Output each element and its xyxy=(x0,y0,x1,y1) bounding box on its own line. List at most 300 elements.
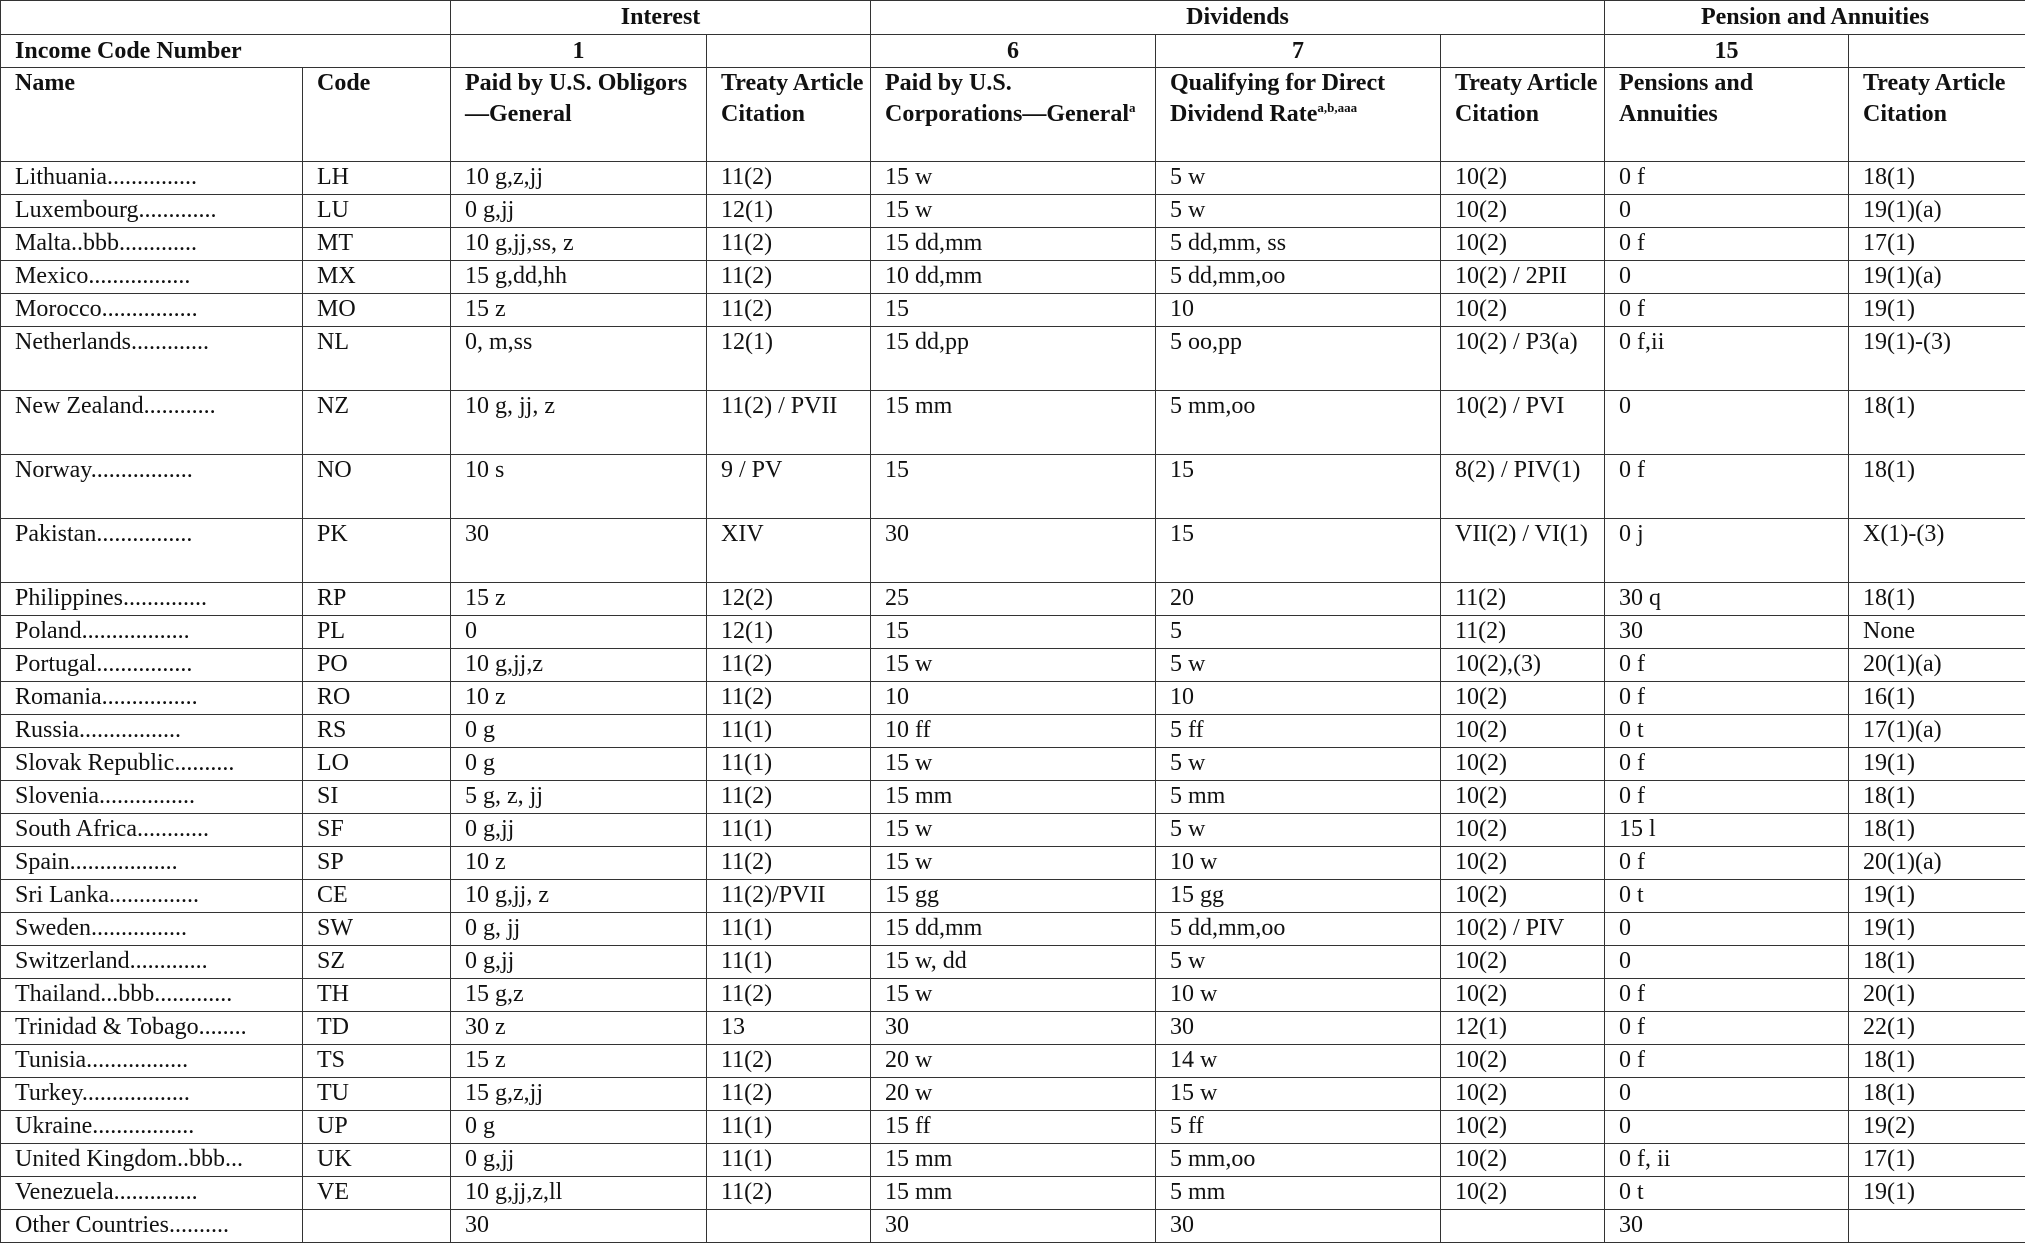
interest-article-cell: 11(2) xyxy=(707,1078,871,1111)
interest-rate-cell: 15 g,z,jj xyxy=(451,1078,707,1111)
pension-rate-cell: 0 xyxy=(1605,946,1849,979)
country-name-cell: Morocco................ xyxy=(1,294,303,327)
interest-article-cell: 11(2) xyxy=(707,847,871,880)
pension-article-cell: 16(1) xyxy=(1849,682,2025,715)
interest-article-cell: XIV xyxy=(707,519,871,583)
dividend-general-cell: 30 xyxy=(871,519,1156,583)
table-body xyxy=(1,162,2025,1243)
interest-rate-cell: 0 g xyxy=(451,715,707,748)
interest-article-cell: 12(1) xyxy=(707,195,871,228)
dividend-general-cell: 15 w xyxy=(871,748,1156,781)
dividend-direct-cell: 15 gg xyxy=(1156,880,1441,913)
country-code-cell: LU xyxy=(303,195,451,228)
interest-rate-cell: 30 z xyxy=(451,1012,707,1045)
table-row xyxy=(1,1078,2025,1111)
country-code-cell: TH xyxy=(303,979,451,1012)
pension-article-cell: 19(1)(a) xyxy=(1849,195,2025,228)
dividend-direct-cell: 15 xyxy=(1156,455,1441,519)
pension-article-cell: 20(1) xyxy=(1849,979,2025,1012)
interest-article-cell: 9 / PV xyxy=(707,455,871,519)
dividend-direct-cell: 5 w xyxy=(1156,748,1441,781)
dividend-general-cell: 15 w xyxy=(871,847,1156,880)
col-header-paid-corp xyxy=(871,68,1156,162)
pension-article-cell: 19(1)(a) xyxy=(1849,261,2025,294)
interest-rate-cell: 10 g,jj,ss, z xyxy=(451,228,707,261)
income-code-1: 1 xyxy=(451,35,707,68)
interest-article-cell: 11(2) xyxy=(707,781,871,814)
col-header-code: Code xyxy=(303,68,451,162)
interest-article-cell: 11(2) xyxy=(707,162,871,195)
income-code-row xyxy=(1,35,2025,68)
col-header-qualifying xyxy=(1156,68,1441,162)
country-name-cell: Slovak Republic.......... xyxy=(1,748,303,781)
table-row xyxy=(1,455,2025,519)
interest-article-cell: 11(2) xyxy=(707,228,871,261)
dividend-direct-cell: 5 oo,pp xyxy=(1156,327,1441,391)
dividend-general-cell: 20 w xyxy=(871,1045,1156,1078)
dividend-general-cell: 25 xyxy=(871,583,1156,616)
interest-article-cell: 11(2) / PVII xyxy=(707,391,871,455)
pension-rate-cell: 0 f xyxy=(1605,1045,1849,1078)
pension-article-cell: 19(2) xyxy=(1849,1111,2025,1144)
country-name-cell: Ukraine................. xyxy=(1,1111,303,1144)
group-header-pension: Pension and Annuities xyxy=(1605,1,2025,35)
dividend-general-cell: 15 ff xyxy=(871,1111,1156,1144)
country-name-cell: Philippines.............. xyxy=(1,583,303,616)
interest-rate-cell: 10 g,z,jj xyxy=(451,162,707,195)
interest-article-cell: 11(2) xyxy=(707,261,871,294)
pension-article-cell: 18(1) xyxy=(1849,946,2025,979)
country-code-cell: SI xyxy=(303,781,451,814)
interest-article-cell: 11(2) xyxy=(707,649,871,682)
country-name-cell: New Zealand............ xyxy=(1,391,303,455)
country-code-cell: UK xyxy=(303,1144,451,1177)
country-name-cell: Lithuania............... xyxy=(1,162,303,195)
country-code-cell: TD xyxy=(303,1012,451,1045)
dividend-article-cell: 10(2) xyxy=(1441,1078,1605,1111)
interest-article-cell: 11(1) xyxy=(707,748,871,781)
footnote-marker-abaaa: a,b,aaa xyxy=(1317,100,1357,115)
dividend-direct-cell: 5 ff xyxy=(1156,1111,1441,1144)
pension-rate-cell: 0 xyxy=(1605,1078,1849,1111)
dividend-direct-cell: 5 mm,oo xyxy=(1156,1144,1441,1177)
pension-article-cell: 22(1) xyxy=(1849,1012,2025,1045)
table-row xyxy=(1,228,2025,261)
country-code-cell: UP xyxy=(303,1111,451,1144)
table-row xyxy=(1,1144,2025,1177)
pension-rate-cell: 0 xyxy=(1605,1111,1849,1144)
table-row xyxy=(1,1012,2025,1045)
pension-rate-cell: 0 f xyxy=(1605,682,1849,715)
table-row xyxy=(1,261,2025,294)
pension-rate-cell: 30 q xyxy=(1605,583,1849,616)
interest-rate-cell: 15 z xyxy=(451,583,707,616)
dividend-general-cell: 20 w xyxy=(871,1078,1156,1111)
dividend-article-cell: 10(2) xyxy=(1441,682,1605,715)
dividend-article-cell: 10(2) / PVI xyxy=(1441,391,1605,455)
pension-article-cell: 19(1)-(3) xyxy=(1849,327,2025,391)
dividend-direct-cell: 10 w xyxy=(1156,979,1441,1012)
pension-rate-cell: 30 xyxy=(1605,1210,1849,1243)
pension-rate-cell: 0 f xyxy=(1605,228,1849,261)
interest-rate-cell: 0 g,jj xyxy=(451,195,707,228)
dividend-direct-cell: 5 mm,oo xyxy=(1156,391,1441,455)
dividend-article-cell: 10(2) xyxy=(1441,979,1605,1012)
pension-article-cell: 19(1) xyxy=(1849,1177,2025,1210)
dividend-general-cell: 15 dd,mm xyxy=(871,228,1156,261)
pension-rate-cell: 0 f xyxy=(1605,979,1849,1012)
pension-article-cell: 19(1) xyxy=(1849,913,2025,946)
dividend-general-cell: 30 xyxy=(871,1210,1156,1243)
interest-article-cell: 11(1) xyxy=(707,715,871,748)
country-name-cell: Poland.................. xyxy=(1,616,303,649)
dividend-general-cell: 15 w xyxy=(871,979,1156,1012)
pension-article-cell: 18(1) xyxy=(1849,391,2025,455)
country-name-cell: Tunisia................. xyxy=(1,1045,303,1078)
country-code-cell: MO xyxy=(303,294,451,327)
col-header-treaty-pension: Treaty Article Citation xyxy=(1849,68,2025,162)
country-name-cell: Romania................ xyxy=(1,682,303,715)
dividend-article-cell: 8(2) / PIV(1) xyxy=(1441,455,1605,519)
income-code-7: 7 xyxy=(1156,35,1441,68)
dividend-direct-cell: 5 ff xyxy=(1156,715,1441,748)
pension-article-cell: 18(1) xyxy=(1849,583,2025,616)
pension-article-cell: X(1)-(3) xyxy=(1849,519,2025,583)
dividend-direct-cell: 5 dd,mm,oo xyxy=(1156,913,1441,946)
dividend-general-cell: 15 w xyxy=(871,814,1156,847)
table-row xyxy=(1,814,2025,847)
interest-rate-cell: 10 g,jj, z xyxy=(451,880,707,913)
dividend-article-cell: 10(2) xyxy=(1441,1177,1605,1210)
dividend-direct-cell: 5 xyxy=(1156,616,1441,649)
dividend-article-cell: 10(2) xyxy=(1441,162,1605,195)
dividend-general-cell: 10 ff xyxy=(871,715,1156,748)
dividend-article-cell: 12(1) xyxy=(1441,1012,1605,1045)
group-header-blank xyxy=(1,1,451,35)
interest-rate-cell: 10 s xyxy=(451,455,707,519)
dividend-article-cell: 10(2) xyxy=(1441,228,1605,261)
dividend-direct-cell: 10 w xyxy=(1156,847,1441,880)
dividend-article-cell: 10(2) xyxy=(1441,1045,1605,1078)
interest-rate-cell: 30 xyxy=(451,519,707,583)
col-header-treaty-dividends: Treaty Article Citation xyxy=(1441,68,1605,162)
table-row xyxy=(1,1111,2025,1144)
interest-article-cell: 11(2) xyxy=(707,682,871,715)
dividend-direct-cell: 5 w xyxy=(1156,649,1441,682)
pension-article-cell: 18(1) xyxy=(1849,814,2025,847)
pension-rate-cell: 0 t xyxy=(1605,715,1849,748)
interest-rate-cell: 30 xyxy=(451,1210,707,1243)
interest-article-cell: 11(2)/PVII xyxy=(707,880,871,913)
country-code-cell: LO xyxy=(303,748,451,781)
dividend-general-cell: 15 mm xyxy=(871,781,1156,814)
country-code-cell: RS xyxy=(303,715,451,748)
country-code-cell: NZ xyxy=(303,391,451,455)
interest-article-cell: 11(2) xyxy=(707,1177,871,1210)
dividend-article-cell: 10(2) xyxy=(1441,715,1605,748)
dividend-article-cell: 10(2) xyxy=(1441,1111,1605,1144)
table-row xyxy=(1,195,2025,228)
pension-article-cell: 18(1) xyxy=(1849,455,2025,519)
pension-rate-cell: 0 f xyxy=(1605,748,1849,781)
pension-rate-cell: 0 t xyxy=(1605,880,1849,913)
table-row xyxy=(1,913,2025,946)
interest-rate-cell: 10 g,jj,z,ll xyxy=(451,1177,707,1210)
country-code-cell: PK xyxy=(303,519,451,583)
table-row xyxy=(1,946,2025,979)
dividend-general-cell: 15 w, dd xyxy=(871,946,1156,979)
country-code-cell: NL xyxy=(303,327,451,391)
dividend-direct-cell: 15 w xyxy=(1156,1078,1441,1111)
interest-rate-cell: 5 g, z, jj xyxy=(451,781,707,814)
country-code-cell: VE xyxy=(303,1177,451,1210)
income-code-blank-1 xyxy=(707,35,871,68)
pension-article-cell: 18(1) xyxy=(1849,1045,2025,1078)
dividend-article-cell: 11(2) xyxy=(1441,616,1605,649)
country-code-cell: RO xyxy=(303,682,451,715)
interest-article-cell: 11(2) xyxy=(707,294,871,327)
pension-rate-cell: 0 f xyxy=(1605,781,1849,814)
table-row xyxy=(1,583,2025,616)
dividend-direct-cell: 5 dd,mm, ss xyxy=(1156,228,1441,261)
dividend-direct-cell: 5 w xyxy=(1156,814,1441,847)
country-name-cell: Sweden................ xyxy=(1,913,303,946)
table-row xyxy=(1,979,2025,1012)
col-header-paid-obligors: Paid by U.S. Obligors—General xyxy=(451,68,707,162)
dividend-article-cell: 10(2) xyxy=(1441,781,1605,814)
country-code-cell: RP xyxy=(303,583,451,616)
footnote-marker-a: a xyxy=(1129,100,1136,115)
col-header-qualifying-text: Qualifying for Direct Dividend Rate xyxy=(1170,70,1385,127)
table-row xyxy=(1,715,2025,748)
dividend-direct-cell: 20 xyxy=(1156,583,1441,616)
interest-rate-cell: 10 z xyxy=(451,847,707,880)
interest-rate-cell: 15 g,dd,hh xyxy=(451,261,707,294)
dividend-direct-cell: 30 xyxy=(1156,1210,1441,1243)
table-row xyxy=(1,682,2025,715)
country-code-cell: SZ xyxy=(303,946,451,979)
dividend-direct-cell: 5 w xyxy=(1156,195,1441,228)
country-name-cell: South Africa............ xyxy=(1,814,303,847)
country-code-cell: CE xyxy=(303,880,451,913)
country-name-cell: Venezuela.............. xyxy=(1,1177,303,1210)
dividend-direct-cell: 5 w xyxy=(1156,946,1441,979)
interest-article-cell: 11(2) xyxy=(707,979,871,1012)
interest-article-cell: 11(1) xyxy=(707,1144,871,1177)
pension-article-cell: 17(1) xyxy=(1849,1144,2025,1177)
dividend-article-cell: 10(2) / P3(a) xyxy=(1441,327,1605,391)
interest-rate-cell: 10 g,jj,z xyxy=(451,649,707,682)
country-name-cell: Switzerland............. xyxy=(1,946,303,979)
pension-article-cell: 20(1)(a) xyxy=(1849,649,2025,682)
interest-rate-cell: 15 z xyxy=(451,1045,707,1078)
country-name-cell: Turkey.................. xyxy=(1,1078,303,1111)
dividend-general-cell: 15 gg xyxy=(871,880,1156,913)
interest-article-cell: 11(1) xyxy=(707,913,871,946)
dividend-article-cell: 10(2) xyxy=(1441,946,1605,979)
interest-rate-cell: 10 g, jj, z xyxy=(451,391,707,455)
pension-rate-cell: 0 t xyxy=(1605,1177,1849,1210)
interest-rate-cell: 0 g xyxy=(451,1111,707,1144)
dividend-general-cell: 15 dd,pp xyxy=(871,327,1156,391)
income-code-6: 6 xyxy=(871,35,1156,68)
pension-article-cell: None xyxy=(1849,616,2025,649)
dividend-direct-cell: 10 xyxy=(1156,294,1441,327)
table-row xyxy=(1,162,2025,195)
dividend-direct-cell: 30 xyxy=(1156,1012,1441,1045)
table-row xyxy=(1,519,2025,583)
pension-article-cell: 19(1) xyxy=(1849,880,2025,913)
col-header-paid-corp-text: Paid by U.S. Corporations—General xyxy=(885,70,1129,127)
col-header-pensions: Pensions and Annuities xyxy=(1605,68,1849,162)
pension-rate-cell: 0 f,ii xyxy=(1605,327,1849,391)
country-name-cell: Other Countries.......... xyxy=(1,1210,303,1243)
dividend-general-cell: 30 xyxy=(871,1012,1156,1045)
pension-article-cell: 17(1) xyxy=(1849,228,2025,261)
interest-article-cell: 11(2) xyxy=(707,1045,871,1078)
group-header-row xyxy=(1,1,2025,35)
pension-rate-cell: 0 f xyxy=(1605,847,1849,880)
country-code-cell: TS xyxy=(303,1045,451,1078)
country-code-cell: LH xyxy=(303,162,451,195)
pension-rate-cell: 0 f xyxy=(1605,162,1849,195)
country-code-cell: PL xyxy=(303,616,451,649)
dividend-general-cell: 15 w xyxy=(871,195,1156,228)
dividend-article-cell: 10(2) / 2PII xyxy=(1441,261,1605,294)
dividend-article-cell: 10(2) xyxy=(1441,847,1605,880)
country-code-cell: PO xyxy=(303,649,451,682)
interest-rate-cell: 0 xyxy=(451,616,707,649)
dividend-article-cell: VII(2) / VI(1) xyxy=(1441,519,1605,583)
pension-rate-cell: 0 f xyxy=(1605,294,1849,327)
table-row xyxy=(1,649,2025,682)
table-row xyxy=(1,391,2025,455)
pension-article-cell: 17(1)(a) xyxy=(1849,715,2025,748)
table-row xyxy=(1,1045,2025,1078)
income-code-blank-3 xyxy=(1849,35,2025,68)
table-row xyxy=(1,748,2025,781)
interest-rate-cell: 15 g,z xyxy=(451,979,707,1012)
country-name-cell: Sri Lanka............... xyxy=(1,880,303,913)
table-row xyxy=(1,781,2025,814)
pension-rate-cell: 0 f xyxy=(1605,1012,1849,1045)
country-name-cell: Thailand...bbb............. xyxy=(1,979,303,1012)
interest-rate-cell: 0 g xyxy=(451,748,707,781)
table-row xyxy=(1,616,2025,649)
country-name-cell: Slovenia................ xyxy=(1,781,303,814)
country-code-cell: SF xyxy=(303,814,451,847)
dividend-general-cell: 15 xyxy=(871,616,1156,649)
interest-article-cell: 12(1) xyxy=(707,327,871,391)
dividend-general-cell: 15 mm xyxy=(871,1144,1156,1177)
dividend-general-cell: 10 xyxy=(871,682,1156,715)
dividend-general-cell: 15 xyxy=(871,294,1156,327)
interest-article-cell: 12(2) xyxy=(707,583,871,616)
country-name-cell: United Kingdom..bbb... xyxy=(1,1144,303,1177)
country-name-cell: Luxembourg............. xyxy=(1,195,303,228)
dividend-direct-cell: 10 xyxy=(1156,682,1441,715)
interest-article-cell: 12(1) xyxy=(707,616,871,649)
country-code-cell: MT xyxy=(303,228,451,261)
pension-rate-cell: 0 f xyxy=(1605,455,1849,519)
dividend-direct-cell: 5 mm xyxy=(1156,1177,1441,1210)
interest-rate-cell: 15 z xyxy=(451,294,707,327)
dividend-general-cell: 15 mm xyxy=(871,1177,1156,1210)
group-header-interest: Interest xyxy=(451,1,871,35)
pension-rate-cell: 0 xyxy=(1605,261,1849,294)
dividend-article-cell: 10(2) / PIV xyxy=(1441,913,1605,946)
column-header-row xyxy=(1,68,2025,162)
country-name-cell: Mexico................. xyxy=(1,261,303,294)
interest-rate-cell: 10 z xyxy=(451,682,707,715)
dividend-general-cell: 15 w xyxy=(871,649,1156,682)
pension-rate-cell: 0 xyxy=(1605,913,1849,946)
dividend-general-cell: 15 dd,mm xyxy=(871,913,1156,946)
pension-rate-cell: 0 f xyxy=(1605,649,1849,682)
country-name-cell: Netherlands............. xyxy=(1,327,303,391)
dividend-general-cell: 10 dd,mm xyxy=(871,261,1156,294)
dividend-article-cell: 10(2) xyxy=(1441,294,1605,327)
pension-rate-cell: 0 xyxy=(1605,195,1849,228)
pension-article-cell: 18(1) xyxy=(1849,781,2025,814)
dividend-general-cell: 15 mm xyxy=(871,391,1156,455)
dividend-direct-cell: 5 w xyxy=(1156,162,1441,195)
dividend-article-cell: 10(2) xyxy=(1441,814,1605,847)
dividend-direct-cell: 5 mm xyxy=(1156,781,1441,814)
pension-article-cell: 18(1) xyxy=(1849,162,2025,195)
country-code-cell: MX xyxy=(303,261,451,294)
interest-rate-cell: 0 g,jj xyxy=(451,1144,707,1177)
pension-article-cell: 19(1) xyxy=(1849,748,2025,781)
country-code-cell: NO xyxy=(303,455,451,519)
dividend-general-cell: 15 xyxy=(871,455,1156,519)
dividend-article-cell: 10(2) xyxy=(1441,880,1605,913)
table-row xyxy=(1,327,2025,391)
dividend-direct-cell: 15 xyxy=(1156,519,1441,583)
country-code-cell: SW xyxy=(303,913,451,946)
country-code-cell: TU xyxy=(303,1078,451,1111)
col-header-name: Name xyxy=(1,68,303,162)
interest-article-cell: 13 xyxy=(707,1012,871,1045)
country-code-cell: SP xyxy=(303,847,451,880)
pension-article-cell: 20(1)(a) xyxy=(1849,847,2025,880)
dividend-article-cell: 10(2) xyxy=(1441,195,1605,228)
dividend-article-cell: 10(2) xyxy=(1441,1144,1605,1177)
interest-article-cell: 11(1) xyxy=(707,946,871,979)
pension-rate-cell: 0 j xyxy=(1605,519,1849,583)
country-name-cell: Pakistan................ xyxy=(1,519,303,583)
dividend-general-cell: 15 w xyxy=(871,162,1156,195)
col-header-treaty-interest: Treaty Article Citation xyxy=(707,68,871,162)
interest-article-cell: 11(1) xyxy=(707,1111,871,1144)
income-code-label: Income Code Number xyxy=(1,35,451,68)
interest-rate-cell: 0 g,jj xyxy=(451,946,707,979)
pension-rate-cell: 15 l xyxy=(1605,814,1849,847)
interest-rate-cell: 0, m,ss xyxy=(451,327,707,391)
table-row xyxy=(1,294,2025,327)
dividend-article-cell: 11(2) xyxy=(1441,583,1605,616)
interest-rate-cell: 0 g,jj xyxy=(451,814,707,847)
country-name-cell: Malta..bbb............. xyxy=(1,228,303,261)
pension-article-cell: 18(1) xyxy=(1849,1078,2025,1111)
dividend-article-cell: 10(2),(3) xyxy=(1441,649,1605,682)
pension-article-cell: 19(1) xyxy=(1849,294,2025,327)
table-row xyxy=(1,880,2025,913)
interest-rate-cell: 0 g, jj xyxy=(451,913,707,946)
dividend-article-cell: 10(2) xyxy=(1441,748,1605,781)
pension-rate-cell: 0 f, ii xyxy=(1605,1144,1849,1177)
dividend-direct-cell: 14 w xyxy=(1156,1045,1441,1078)
